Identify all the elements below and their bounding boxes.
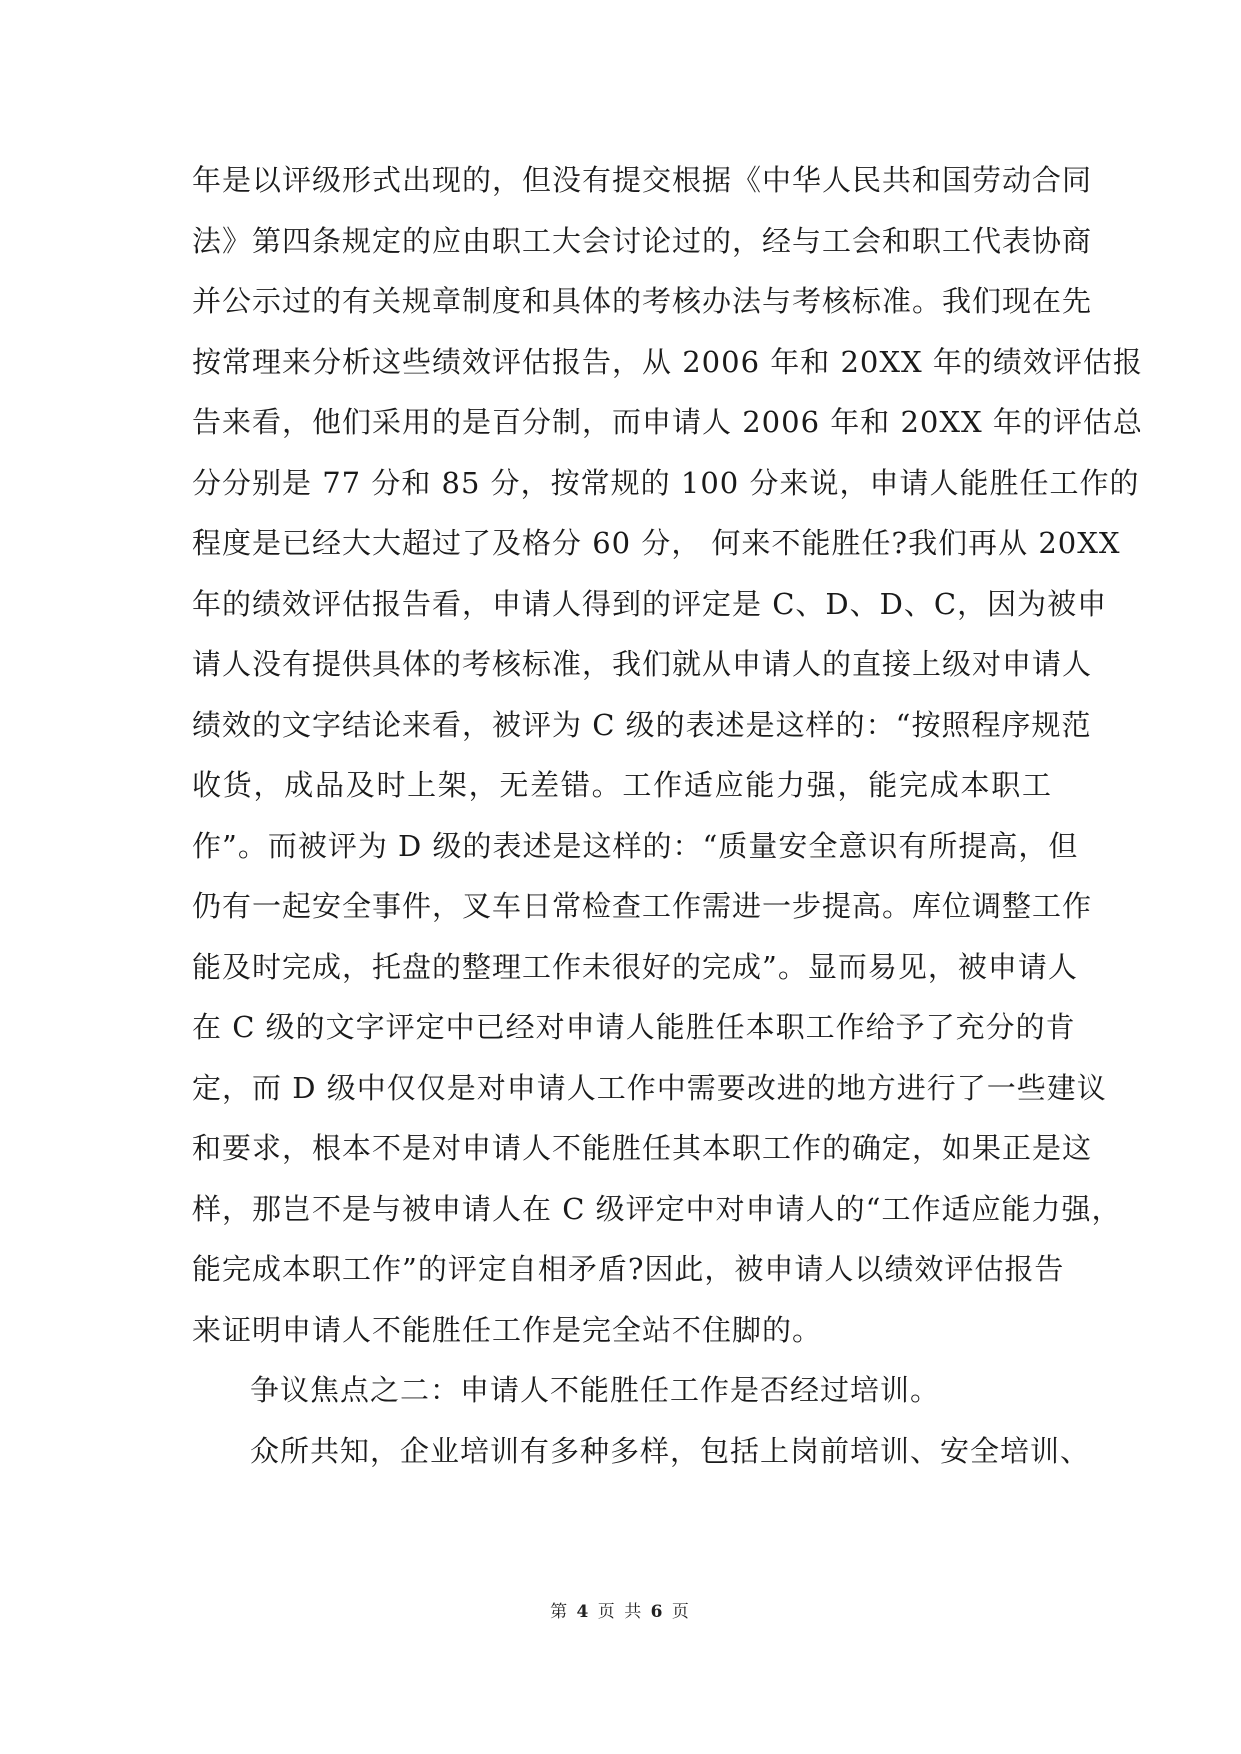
text-line: 能完成本职工作”的评定自相矛盾?因此，被申请人以绩效评估报告	[192, 1252, 1065, 1286]
paragraph-training: 众所共知，企业培训有多种多样，包括上岗前培训、安全培训、	[250, 1433, 1091, 1468]
text-line: 年的绩效评估报告看，申请人得到的评定是 C、D、D、C，因为被申	[192, 586, 1108, 621]
text-line: 按常理来分析这些绩效评估报告，从 2006 年和 20XX 年的绩效评估报	[192, 344, 1143, 379]
text-line: 绩效的文字结论来看，被评为 C 级的表述是这样的：“按照程序规范	[192, 707, 1092, 742]
text-line: 作”。而被评为 D 级的表述是这样的：“质量安全意识有所提高，但	[192, 828, 1079, 863]
footer-middle: 页 共	[597, 1602, 644, 1622]
text-line: 在 C 级的文字评定中已经对申请人能胜任本职工作给予了充分的肯	[192, 1010, 1076, 1044]
text-line: 年是以评级形式出现的，但没有提交根据《中华人民共和国劳动合同	[192, 163, 1093, 197]
text-line: 来证明申请人不能胜任工作是完全站不住脚的。	[192, 1312, 823, 1347]
text-line: 请人没有提供具体的考核标准，我们就从申请人的直接上级对申请人	[192, 647, 1093, 681]
page-footer	[0, 1597, 1241, 1622]
text-line: 样，那岂不是与被申请人在 C 级评定中对申请人的“工作适应能力强，	[192, 1191, 1122, 1226]
text-line: 程度是已经大大超过了及格分 60 分， 何来不能胜任?我们再从 20XX	[192, 526, 1121, 560]
text-line: 和要求，根本不是对申请人不能胜任其本职工作的确定，如果正是这	[192, 1131, 1093, 1165]
document-body	[192, 150, 1143, 1481]
text-line: 仍有一起安全事件，叉车日常检查工作需进一步提高。库位调整工作	[192, 889, 1093, 923]
footer-page-number: 4	[576, 1602, 591, 1622]
text-line: 能及时完成，托盘的整理工作未很好的完成”。显而易见，被申请人	[192, 949, 1078, 984]
paragraph-heading-dispute-2: 争议焦点之二：申请人不能胜任工作是否经过培训。	[250, 1373, 941, 1407]
text-line: 并公示过的有关规章制度和具体的考核办法与考核标准。我们现在先	[192, 284, 1093, 318]
footer-suffix: 页	[671, 1602, 691, 1622]
footer-prefix: 第	[550, 1602, 570, 1622]
text-line: 分分别是 77 分和 85 分，按常规的 100 分来说，申请人能胜任工作的	[192, 465, 1140, 500]
text-line: 法》第四条规定的应由职工大会讨论过的，经与工会和职工代表协商	[192, 223, 1093, 258]
footer-total-pages: 6	[650, 1602, 665, 1622]
text-line: 收货，成品及时上架，无差错。工作适应能力强，能完成本职工	[192, 768, 1052, 802]
text-line: 定，而 D 级中仅仅是对申请人工作中需要改进的地方进行了一些建议	[192, 1070, 1107, 1105]
text-line: 告来看，他们采用的是百分制，而申请人 2006 年和 20XX 年的评估总	[192, 405, 1143, 439]
